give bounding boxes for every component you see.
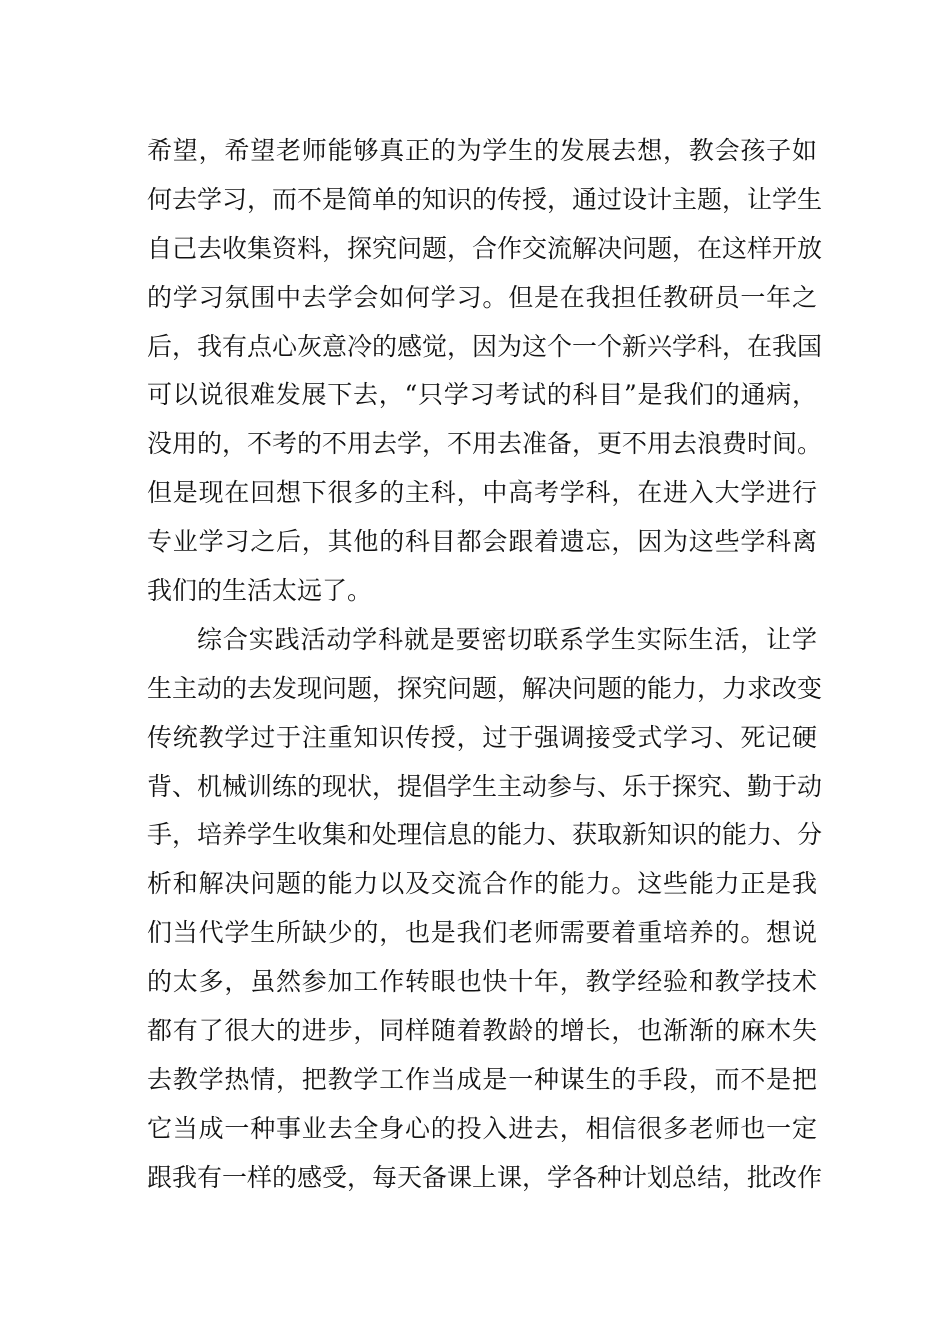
body-text [147, 127, 823, 1203]
text-line: 都有了很大的进步，同样随着教龄的增长，也渐渐的麻木失 [147, 1016, 817, 1046]
text-line: 生主动的去发现问题，探究问题，解决问题的能力，力求改变 [147, 673, 823, 703]
text-line: 综合实践活动学科就是要密切联系学生实际生活，让学 [197, 624, 817, 654]
text-line: 没用的，不考的不用去学，不用去准备，更不用去浪费时间。 [147, 429, 823, 459]
text-line: 们当代学生所缺少的，也是我们老师需要着重培养的。想说 [147, 918, 817, 948]
text-line: 传统教学过于注重知识传授，过于强调接受式学习、死记硬 [147, 722, 817, 752]
text-line: 我们的生活太远了。 [147, 576, 373, 606]
text-line: 但是现在回想下很多的主科，中高考学科，在进入大学进行 [147, 478, 817, 508]
text-line: 自己去收集资料，探究问题，合作交流解决问题，在这样开放 [147, 233, 823, 263]
text-line: 手，培养学生收集和处理信息的能力、获取新知识的能力、分 [147, 820, 823, 850]
text-line: 希望，希望老师能够真正的为学生的发展去想，教会孩子如 [147, 136, 817, 165]
text-line: 可以说很难发展下去，“只学习考试的科目”是我们的通病， [147, 380, 817, 410]
text-line: 后，我有点心灰意冷的感觉，因为这个一个新兴学科，在我国 [147, 331, 823, 361]
text-line: 析和解决问题的能力以及交流合作的能力。这些能力正是我 [147, 869, 817, 899]
text-line: 的学习氛围中去学会如何学习。但是在我担任教研员一年之 [147, 282, 817, 312]
text-line: 何去学习，而不是简单的知识的传授，通过设计主题，让学生 [147, 184, 823, 214]
text-line: 它当成一种事业去全身心的投入进去，相信很多老师也一定 [147, 1113, 817, 1143]
text-line: 专业学习之后，其他的科目都会跟着遗忘，因为这些学科离 [147, 527, 817, 557]
text-line: 背、机械训练的现状，提倡学生主动参与、乐于探究、勤于动 [147, 771, 823, 801]
text-line: 的太多，虽然参加工作转眼也快十年，教学经验和教学技术 [147, 967, 817, 997]
text-line: 去教学热情，把教学工作当成是一种谋生的手段，而不是把 [147, 1064, 817, 1094]
text-line: 跟我有一样的感受，每天备课上课，学各种计划总结，批改作 [147, 1162, 823, 1192]
